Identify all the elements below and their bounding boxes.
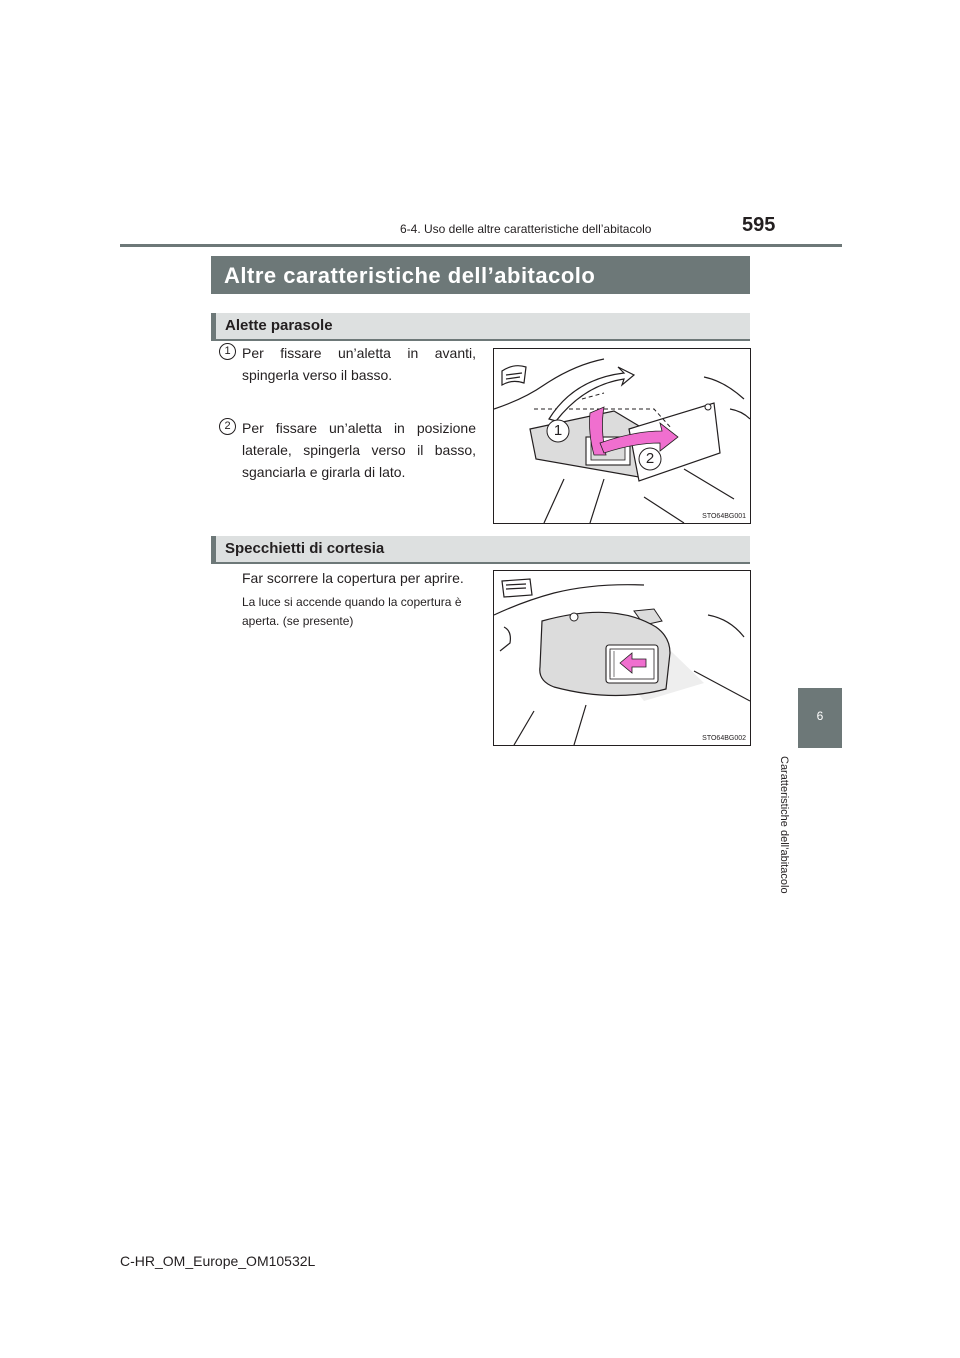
page-title-bar xyxy=(211,256,750,294)
vanity-mirror-illustration xyxy=(494,571,750,745)
page-title: Altre caratteristiche dell’abitacolo xyxy=(224,263,596,288)
mirror-note: La luce si accende quando la copertura è aperta. (se presente) xyxy=(242,595,462,628)
section-heading-text: Alette parasole xyxy=(225,317,333,334)
section-heading-sun-visors xyxy=(211,313,750,339)
step-number-2: 2 xyxy=(219,418,236,435)
page-number: 595 xyxy=(742,214,776,236)
chapter-side-label: Caratteristiche dell’abitacolo xyxy=(778,756,790,894)
chapter-number: 6 xyxy=(816,709,824,723)
mirror-instruction: Far scorrere la copertura per aprire. xyxy=(242,570,464,586)
section-accent xyxy=(211,313,216,339)
step-text-2: Per fissare un’aletta in posizione laterale, spingerla verso il basso, sganciarla e girarla di lato. xyxy=(242,420,476,480)
header-rule xyxy=(120,244,842,247)
running-header: 6-4. Uso delle altre caratteristiche dell’abitacolo xyxy=(400,222,652,236)
section-heading-text: Specchietti di cortesia xyxy=(225,540,385,557)
section-rule xyxy=(211,339,750,341)
section-heading-vanity-mirrors xyxy=(211,536,750,562)
chapter-tab xyxy=(798,688,842,748)
figure-callout-1: 1 xyxy=(553,422,563,439)
figure-code: STO64BG001 xyxy=(702,513,746,520)
step-text-1: Per fissare un’aletta in avanti, spingerla verso il basso. xyxy=(242,345,476,383)
document-footer: C-HR_OM_Europe_OM10532L xyxy=(120,1253,316,1269)
sun-visor-illustration xyxy=(494,349,750,523)
step-number-1: 1 xyxy=(219,343,236,360)
figure-code: STO64BG002 xyxy=(702,735,746,742)
figure-sun-visor xyxy=(493,348,751,524)
figure-callout-2: 2 xyxy=(645,450,655,467)
section-rule xyxy=(211,562,750,564)
figure-vanity-mirror xyxy=(493,570,751,746)
section-accent xyxy=(211,536,216,562)
